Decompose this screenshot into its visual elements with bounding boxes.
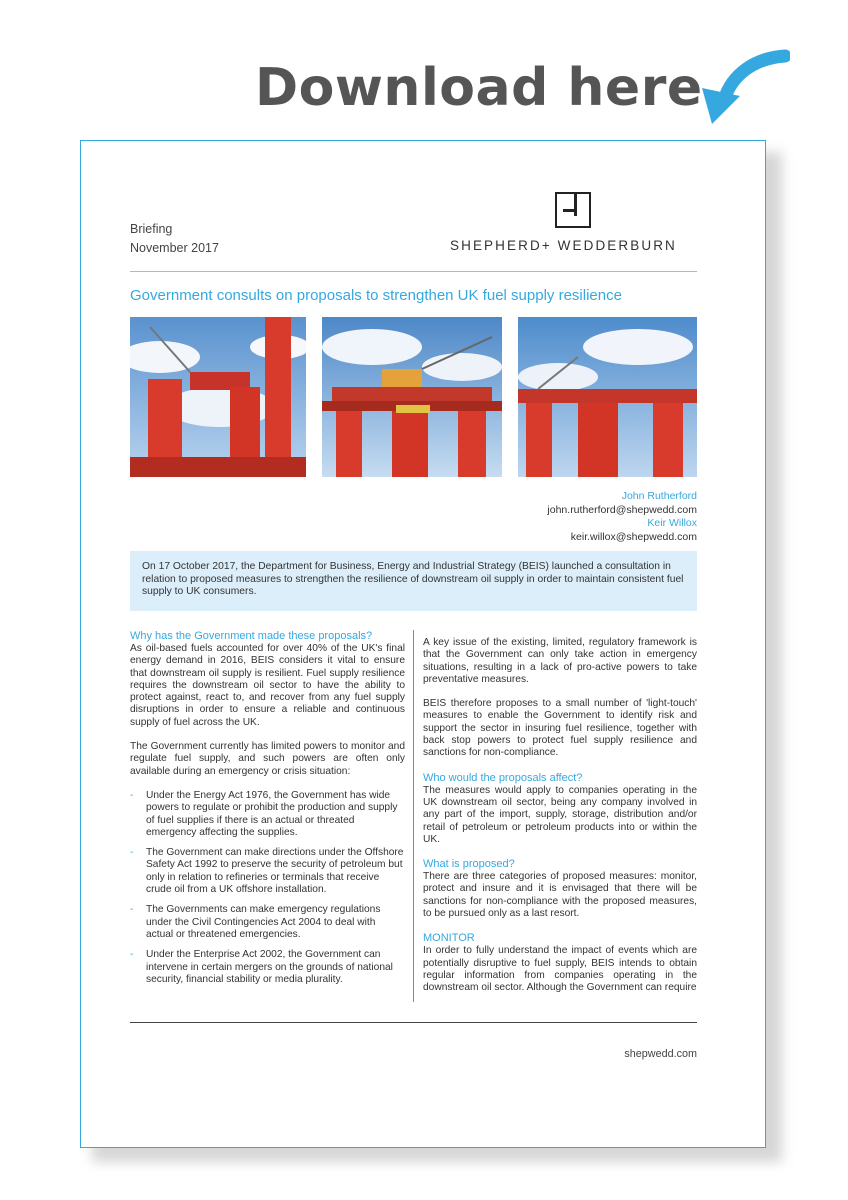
body-paragraph: In order to fully understand the impact of events which are potentially disruptive to fuel supply, BEIS intends to obtain regular information from companies operating in the downstream oil sector. Although the Government can require bbox=[423, 945, 697, 994]
document-headline: Government consults on proposals to strengthen UK fuel supply resilience bbox=[130, 287, 622, 304]
oil-rig-photo-2 bbox=[322, 317, 502, 477]
left-column bbox=[130, 630, 405, 994]
body-paragraph: There are three categories of proposed measures: monitor, protect and insure and it is envisaged that there will be sanctions for non-compliance with the proposed measures, to be pursued only as a last resort. bbox=[423, 871, 697, 920]
header-divider bbox=[130, 271, 697, 272]
section-heading: Why has the Government made these proposals? bbox=[130, 630, 373, 642]
download-here-label[interactable]: Download here bbox=[255, 58, 703, 118]
body-paragraph: The measures would apply to companies operating in the UK downstream oil sector, being any company involved in any part of the import, supply, storage, distribution and/or retail of petroleum or petroleum products into or within the UK. bbox=[423, 784, 697, 845]
doc-type: Briefing bbox=[130, 222, 173, 236]
document-meta bbox=[130, 220, 219, 258]
body-paragraph: As oil-based fuels accounted for over 40% of the UK's final energy demand in 2016, BEIS considers it vital to ensure that downstream oil supply is resilient. Fuel supply resilience requires the downstream oil sector to have the ability to protect against, react to, and recover from any fuel supply disruptions in order to ensure a reliable and continuous supply of fuel across the UK. bbox=[130, 643, 405, 728]
section-heading: Who would the proposals affect? bbox=[423, 771, 583, 784]
author-contacts bbox=[547, 490, 697, 544]
oil-rig-photo-1 bbox=[130, 317, 306, 477]
body-paragraph: The Government currently has limited powers to monitor and regulate fuel supply, and such powers are often only available during an emergency or crisis situation: bbox=[130, 741, 405, 777]
section-heading: MONITOR bbox=[423, 932, 475, 945]
bullet-item: - The Government can make directions under the Offshore Safety Act 1992 to preserve the security of petroleum but only in relation to refineries or terminals that receive crude oil from a UK offshore installation. bbox=[130, 847, 405, 896]
body-paragraph: BEIS therefore proposes to a small number of 'light-touch' measures to enable the Government to identify risk and support the sector in insuring fuel resilience, together with back stop powers to protect fuel supply resilience and sanctions for non-compliance. bbox=[423, 698, 697, 759]
oil-rig-photo-3 bbox=[518, 317, 697, 477]
footer-divider bbox=[130, 1022, 697, 1023]
summary-box: On 17 October 2017, the Department for Business, Energy and Industrial Strategy (BEIS) launched a consultation in relation to proposed measures to strengthen the resilience of downstream oil supply in order to maintain consistent fuel supply to UK consumers. bbox=[130, 551, 697, 611]
bullet-item: - Under the Enterprise Act 2002, the Government can intervene in certain mergers on the grounds of national security, financial stability or media plurality. bbox=[130, 949, 405, 986]
column-divider bbox=[413, 630, 414, 1002]
author-name: John Rutherford bbox=[621, 490, 697, 502]
author-email[interactable]: john.rutherford@shepwedd.com bbox=[547, 503, 697, 516]
curved-arrow-icon bbox=[700, 48, 790, 128]
doc-date: November 2017 bbox=[130, 241, 219, 255]
firm-logo-icon bbox=[555, 192, 591, 228]
right-column bbox=[423, 637, 697, 995]
author-email[interactable]: keir.willox@shepwedd.com bbox=[570, 530, 697, 543]
section-heading: What is proposed? bbox=[423, 858, 515, 871]
bullet-item: - Under the Energy Act 1976, the Government has wide powers to regulate or prohibit the production and supply of fuel supplies if there is an actual or threated emergency affecting the supplies. bbox=[130, 790, 405, 839]
author-name: Keir Willox bbox=[647, 517, 697, 530]
body-paragraph: A key issue of the existing, limited, regulatory framework is that the Government can only take action in emergency situations, resulting in a lack of pro-active powers to take preventative measures. bbox=[423, 637, 697, 685]
footer-website[interactable]: shepwedd.com bbox=[624, 1048, 697, 1060]
firm-name: SHEPHERD+ WEDDERBURN bbox=[450, 238, 677, 253]
bullet-list bbox=[130, 790, 405, 986]
bullet-item: - The Governments can make emergency regulations under the Civil Contingencies Act 2004 to deal with actual or threatened emergencies. bbox=[130, 904, 405, 941]
